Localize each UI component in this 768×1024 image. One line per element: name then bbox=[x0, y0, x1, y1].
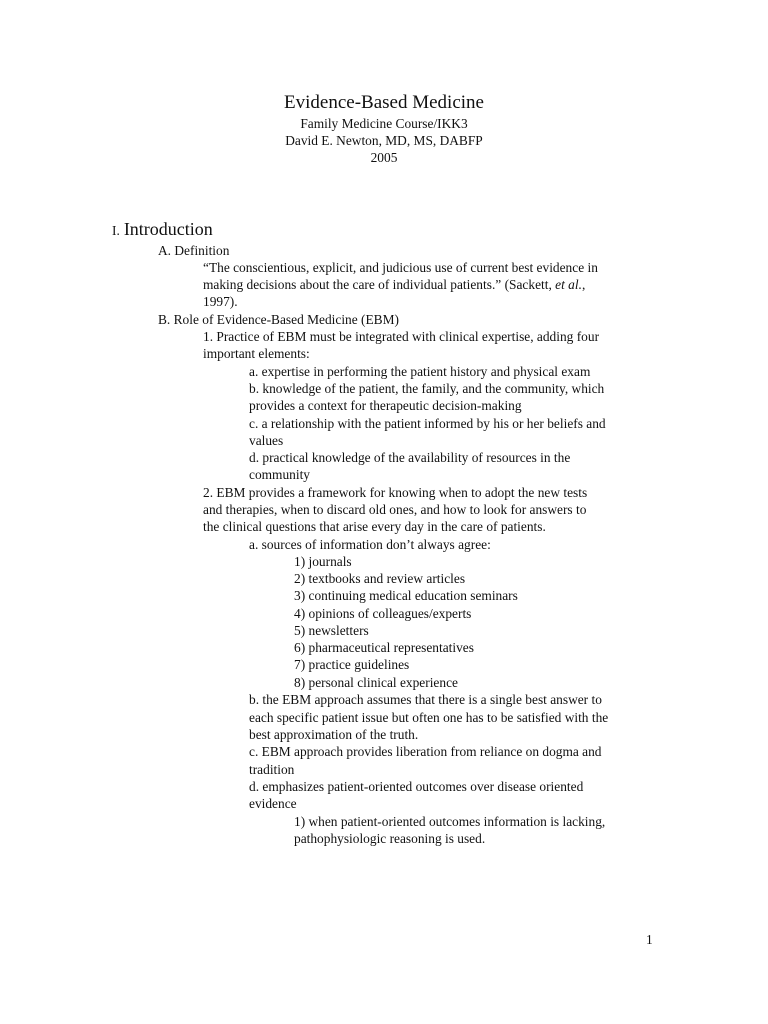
point-1d-line-1: d. practical knowledge of the availability of resources in the bbox=[249, 450, 571, 465]
point-2-line-2: and therapies, when to discard old ones, and how to look for answers to bbox=[203, 502, 587, 517]
point-2b-line-3: best approximation of the truth. bbox=[249, 727, 419, 742]
definition-quote-line-1: “The conscientious, explicit, and judicious use of current best evidence in bbox=[203, 260, 598, 275]
document-title: Evidence-Based Medicine bbox=[284, 92, 484, 113]
point-2d-line-2: evidence bbox=[249, 796, 297, 811]
citation-comma: , bbox=[581, 277, 586, 292]
document-year: 2005 bbox=[370, 150, 398, 165]
point-1b-line-2: provides a context for therapeutic decision-making bbox=[249, 398, 522, 413]
source-item: 6) pharmaceutical representatives bbox=[294, 640, 474, 655]
source-item: 1) journals bbox=[294, 554, 352, 569]
section-title: Introduction bbox=[123, 219, 213, 239]
point-2b-line-2: each specific patient issue but often one has to be satisfied with the bbox=[249, 710, 609, 725]
section-heading bbox=[112, 219, 213, 240]
point-1b-line-1: b. knowledge of the patient, the family, and the community, which bbox=[249, 381, 605, 396]
section-number: I. bbox=[112, 223, 120, 238]
source-item: 5) newsletters bbox=[294, 623, 369, 638]
source-item: 2) textbooks and review articles bbox=[294, 571, 466, 586]
citation-et-al: et al. bbox=[555, 277, 582, 292]
author-name: David E. Newton, MD, MS, DABFP bbox=[285, 133, 483, 148]
source-item: 7) practice guidelines bbox=[294, 657, 410, 672]
definition-quote-text: making decisions about the care of individual patients.” (Sackett, bbox=[203, 277, 556, 292]
point-2d1-line-2: pathophysiologic reasoning is used. bbox=[294, 831, 486, 846]
definition-quote-line-3: 1997). bbox=[203, 294, 238, 309]
point-2c-line-2: tradition bbox=[249, 762, 295, 777]
subsection-b-label: B. Role of Evidence-Based Medicine (EBM) bbox=[158, 312, 399, 327]
point-2a: a. sources of information don’t always agree: bbox=[249, 537, 491, 552]
subsection-a-label: A. Definition bbox=[158, 243, 230, 258]
point-2-line-3: the clinical questions that arise every day in the care of patients. bbox=[203, 519, 546, 534]
point-1a: a. expertise in performing the patient history and physical exam bbox=[249, 364, 591, 379]
course-name: Family Medicine Course/IKK3 bbox=[300, 116, 468, 131]
point-2b-line-1: b. the EBM approach assumes that there is a single best answer to bbox=[249, 692, 602, 707]
point-1c-line-1: c. a relationship with the patient informed by his or her beliefs and bbox=[249, 416, 606, 431]
point-1-line-1: 1. Practice of EBM must be integrated with clinical expertise, adding four bbox=[203, 329, 600, 344]
point-1d-line-2: community bbox=[249, 467, 310, 482]
point-2c-line-1: c. EBM approach provides liberation from reliance on dogma and bbox=[249, 744, 602, 759]
point-2d1-line-1: 1) when patient-oriented outcomes information is lacking, bbox=[294, 814, 606, 829]
point-2d-line-1: d. emphasizes patient-oriented outcomes over disease oriented bbox=[249, 779, 584, 794]
point-1c-line-2: values bbox=[249, 433, 284, 448]
point-2-line-1: 2. EBM provides a framework for knowing when to adopt the new tests bbox=[203, 485, 588, 500]
source-item: 3) continuing medical education seminars bbox=[294, 588, 518, 603]
source-item: 8) personal clinical experience bbox=[294, 675, 458, 690]
source-item: 4) opinions of colleagues/experts bbox=[294, 606, 472, 621]
definition-quote-line-2 bbox=[203, 276, 585, 293]
page-number: 1 bbox=[646, 932, 653, 947]
point-1-line-2: important elements: bbox=[203, 346, 310, 361]
